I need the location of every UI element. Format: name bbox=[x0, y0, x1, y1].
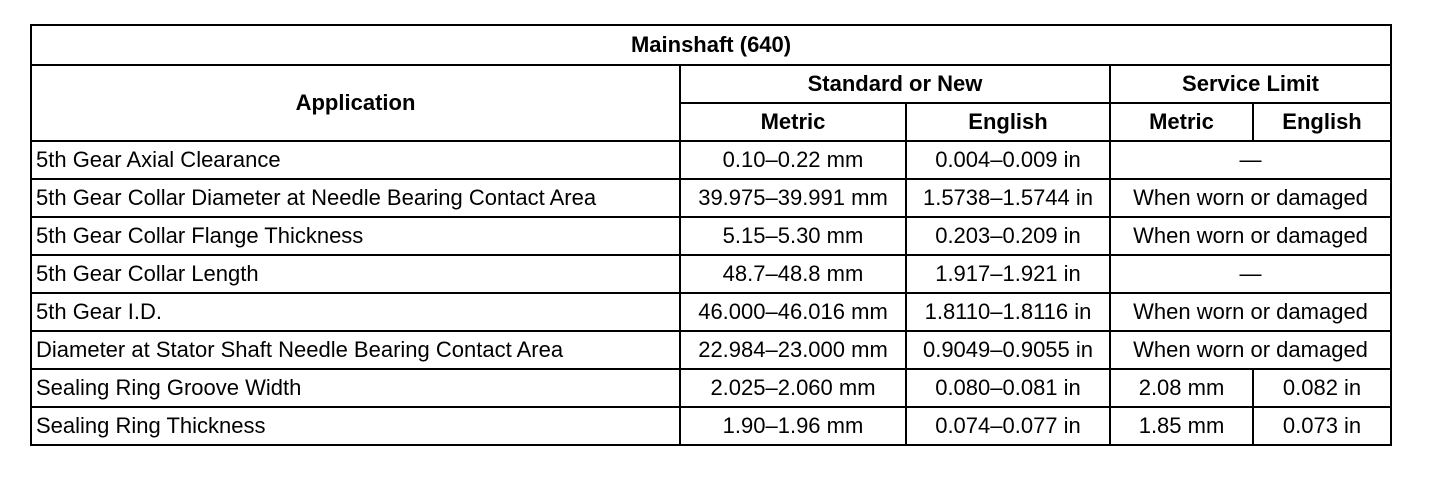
header-standard-or-new: Standard or New bbox=[680, 65, 1110, 103]
cell-svc-metric: 1.85 mm bbox=[1110, 407, 1253, 445]
table-row bbox=[31, 369, 1391, 407]
cell-application: Diameter at Stator Shaft Needle Bearing Contact Area bbox=[31, 331, 680, 369]
cell-std-metric: 1.90–1.96 mm bbox=[680, 407, 906, 445]
cell-std-english: 0.203–0.209 in bbox=[906, 217, 1110, 255]
cell-service-limit: When worn or damaged bbox=[1110, 217, 1391, 255]
cell-application: 5th Gear Axial Clearance bbox=[31, 141, 680, 179]
cell-service-limit: When worn or damaged bbox=[1110, 331, 1391, 369]
header-svc-metric: Metric bbox=[1110, 103, 1253, 141]
cell-std-english: 0.004–0.009 in bbox=[906, 141, 1110, 179]
header-application: Application bbox=[31, 65, 680, 141]
table-row bbox=[31, 331, 1391, 369]
cell-std-metric: 0.10–0.22 mm bbox=[680, 141, 906, 179]
table-row bbox=[31, 141, 1391, 179]
cell-application: Sealing Ring Thickness bbox=[31, 407, 680, 445]
table-title: Mainshaft (640) bbox=[31, 25, 1391, 65]
header-std-english: English bbox=[906, 103, 1110, 141]
table-row bbox=[31, 255, 1391, 293]
cell-svc-metric: 2.08 mm bbox=[1110, 369, 1253, 407]
cell-svc-english: 0.073 in bbox=[1253, 407, 1391, 445]
cell-service-limit: When worn or damaged bbox=[1110, 293, 1391, 331]
cell-std-english: 0.080–0.081 in bbox=[906, 369, 1110, 407]
cell-std-metric: 5.15–5.30 mm bbox=[680, 217, 906, 255]
cell-std-metric: 39.975–39.991 mm bbox=[680, 179, 906, 217]
table-row bbox=[31, 217, 1391, 255]
cell-std-metric: 48.7–48.8 mm bbox=[680, 255, 906, 293]
cell-application: 5th Gear I.D. bbox=[31, 293, 680, 331]
cell-service-limit: — bbox=[1110, 255, 1391, 293]
cell-service-limit: When worn or damaged bbox=[1110, 179, 1391, 217]
cell-std-metric: 22.984–23.000 mm bbox=[680, 331, 906, 369]
spec-table bbox=[30, 24, 1392, 446]
cell-std-english: 1.917–1.921 in bbox=[906, 255, 1110, 293]
header-std-metric: Metric bbox=[680, 103, 906, 141]
cell-service-limit: — bbox=[1110, 141, 1391, 179]
cell-std-english: 0.074–0.077 in bbox=[906, 407, 1110, 445]
cell-application: 5th Gear Collar Diameter at Needle Bearing Contact Area bbox=[31, 179, 680, 217]
cell-std-metric: 2.025–2.060 mm bbox=[680, 369, 906, 407]
cell-std-english: 1.5738–1.5744 in bbox=[906, 179, 1110, 217]
cell-std-metric: 46.000–46.016 mm bbox=[680, 293, 906, 331]
cell-std-english: 1.8110–1.8116 in bbox=[906, 293, 1110, 331]
cell-svc-english: 0.082 in bbox=[1253, 369, 1391, 407]
table-title-row bbox=[31, 25, 1391, 65]
header-service-limit: Service Limit bbox=[1110, 65, 1391, 103]
table-row bbox=[31, 293, 1391, 331]
table-row bbox=[31, 179, 1391, 217]
header-svc-english: English bbox=[1253, 103, 1391, 141]
cell-application: Sealing Ring Groove Width bbox=[31, 369, 680, 407]
table-row bbox=[31, 407, 1391, 445]
cell-application: 5th Gear Collar Flange Thickness bbox=[31, 217, 680, 255]
header-row-group bbox=[31, 65, 1391, 103]
cell-std-english: 0.9049–0.9055 in bbox=[906, 331, 1110, 369]
cell-application: 5th Gear Collar Length bbox=[31, 255, 680, 293]
